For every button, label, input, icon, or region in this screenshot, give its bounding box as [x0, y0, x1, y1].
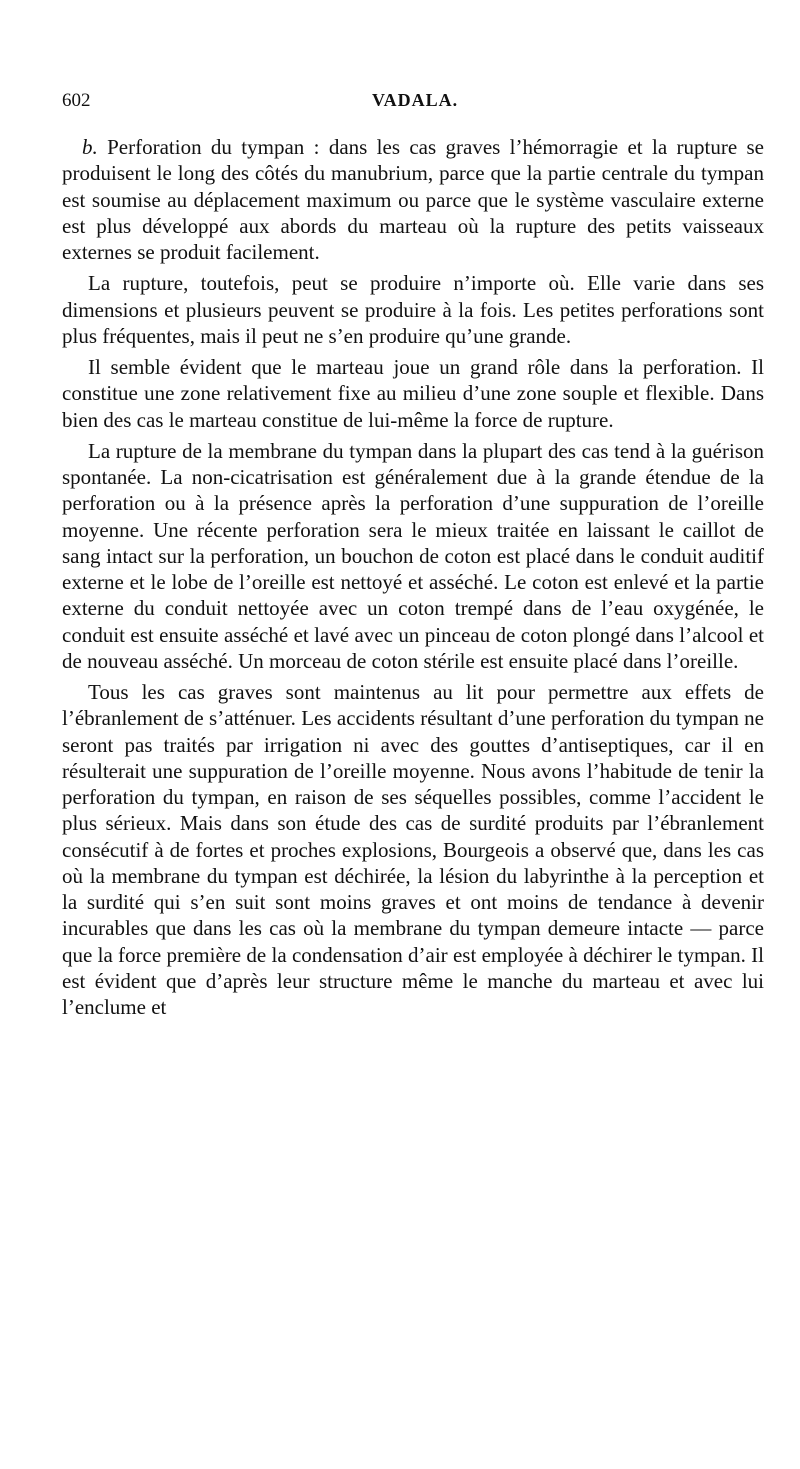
- page-number: 602: [62, 90, 91, 111]
- running-head: VADALA.: [372, 90, 459, 110]
- page-header: [62, 90, 762, 120]
- paragraph-guerison: La rupture de la membrane du tympan dans la plupart des cas tend à la guérison spontanée. La non-cicatrisation est généralement due à la grande étendue de la perforation ou à la présence après la perforation d’une suppuration de l’oreille moyenne. Une récente perforation sera le mieux traitée en laissant le caillot de sang intact sur la perforation, un bouchon de coton est placé dans le conduit auditif externe et le lobe de l’oreille est nettoyé et asséché. Le coton est enlevé et la partie externe du conduit nettoyée avec un coton trempé dans de l’eau oxygénée, le conduit est ensuite asséché et lavé avec un pinceau de coton plongé dans l’alcool et de nouveau asséché. Un morceau de coton stérile est ensuite placé dans l’oreille.: [62, 438, 764, 673]
- paragraph-marteau: Il semble évident que le marteau joue un grand rôle dans la perforation. Il constitue une zone relativement fixe au milieu d’une zone souple et flexible. Dans bien des cas le marteau constitue de lui-même la force de rupture.: [62, 355, 764, 432]
- paragraph-rupture: La rupture, toutefois, peut se produire n’importe où. Elle varie dans ses dimensions et plusieurs peuvent se produire à la fois. Les petites perforations sont plus fréquentes, mais il peut ne s’en produire qu’une grande.: [62, 271, 764, 348]
- paragraph-text: Perforation du tympan : dans les cas graves l’hémorragie et la rupture se produisent le long des côtés du manubrium, parce que la partie centrale du tympan est soumise au déplacement maximum ou parce que le système vasculaire externe est plus développé aux abords du marteau où la rupture des petits vaisseaux externes se produit facilement.: [62, 135, 764, 264]
- section-marker: b.: [82, 135, 98, 159]
- body-text: [62, 134, 764, 1025]
- paragraph-perforation: [62, 134, 764, 265]
- paragraph-cas-graves: Tous les cas graves sont maintenus au lit pour permettre aux effets de l’ébranlement de s’atténuer. Les accidents résultant d’une perforation du tympan ne seront pas traités par irrigation ni avec des gouttes d’antiseptiques, car il en résulterait une suppuration de l’oreille moyenne. Nous avons l’habitude de tenir la perforation du tympan, en raison de ses séquelles possibles, comme l’accident le plus sérieux. Mais dans son étude des cas de surdité produits par l’ébranlement consécutif à de fortes et proches explosions, Bourgeois a observé que, dans les cas où la membrane du tympan est déchirée, la lésion du labyrinthe à la perception et la surdité qui s’en suit sont moins graves et ont moins de tendance à devenir incurables que dans les cas où la membrane du tympan demeure intacte — parce que la force première de la condensation d’air est employée à déchirer le tympan. Il est évident que d’après leur structure même le manche du marteau et avec lui l’enclume et: [62, 680, 764, 1019]
